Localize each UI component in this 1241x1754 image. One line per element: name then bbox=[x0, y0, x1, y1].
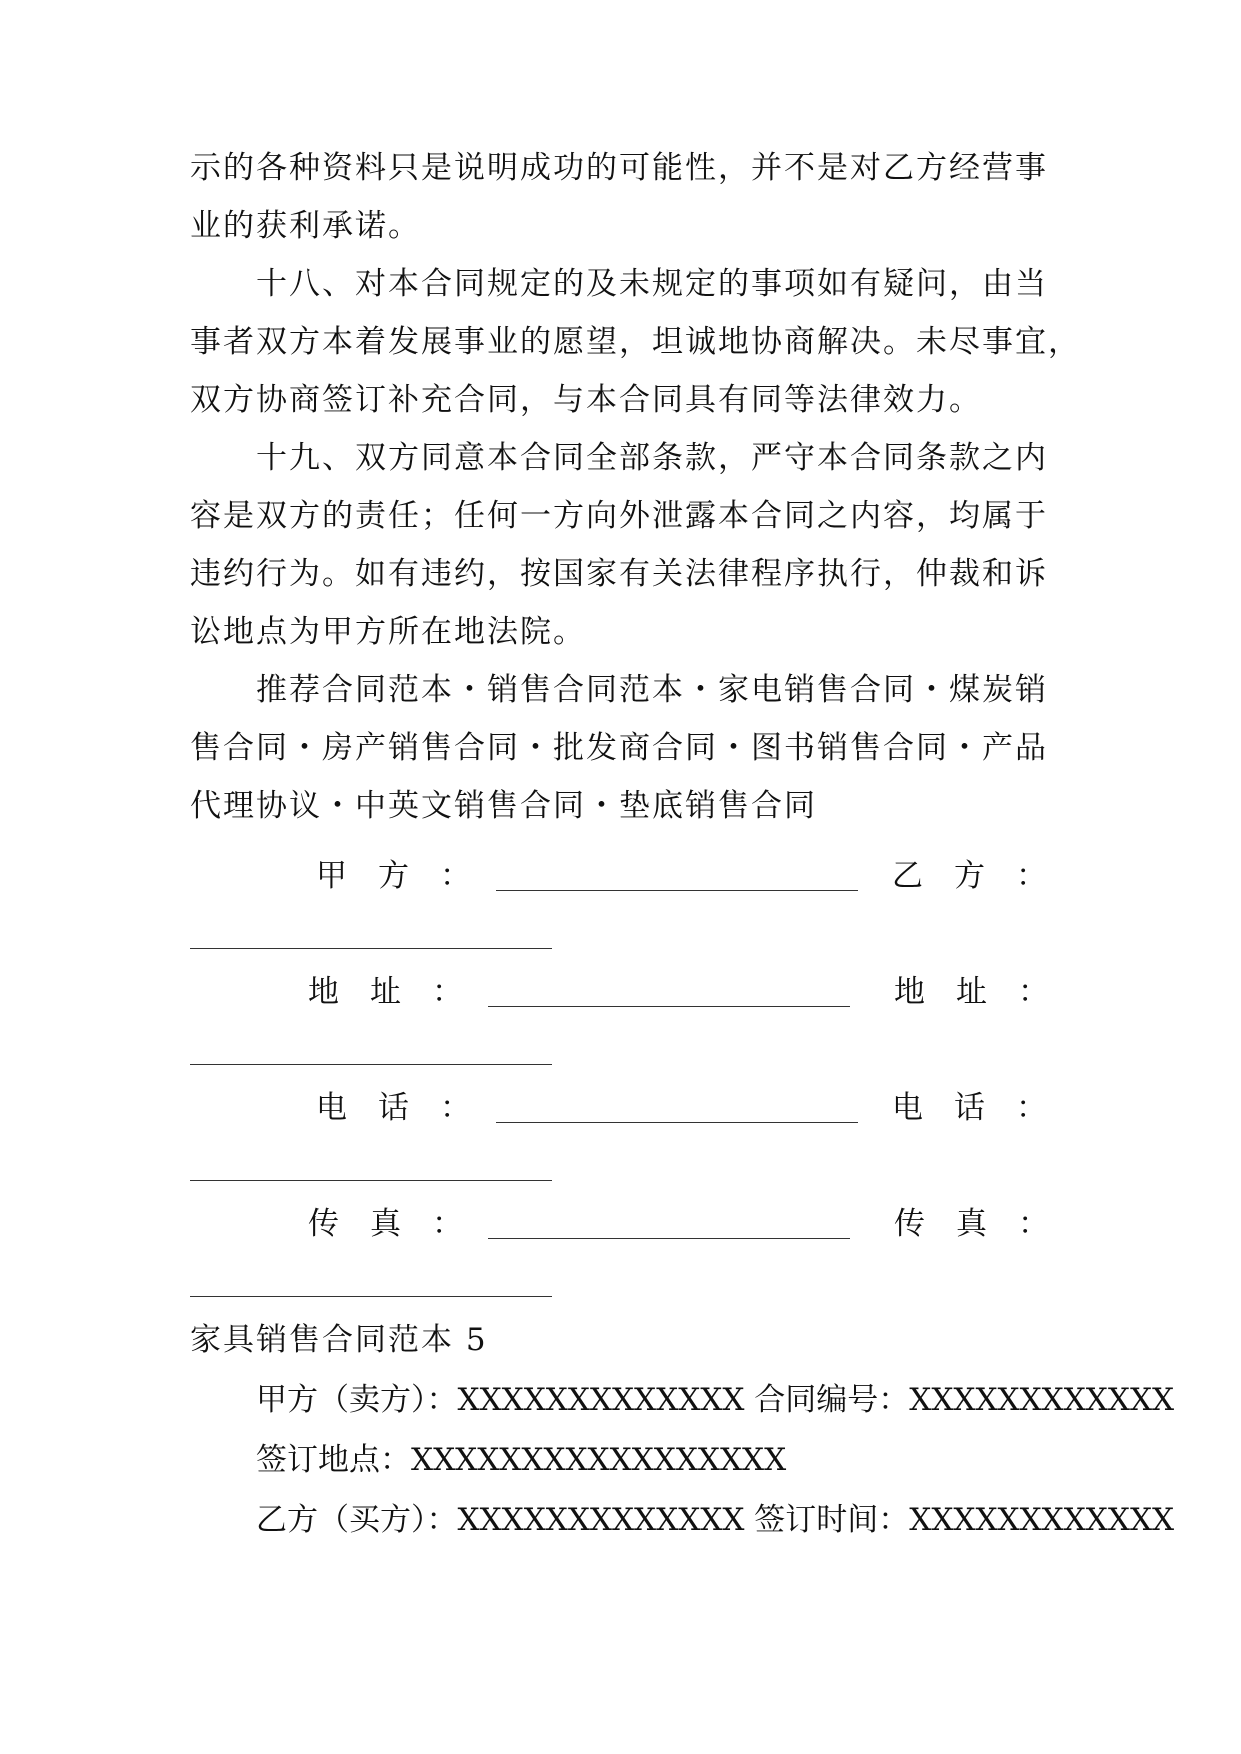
signature-row bbox=[190, 972, 1050, 1012]
fax-b-blank bbox=[190, 1296, 552, 1297]
body-line: 事者双方本着发展事业的愿望，坦诚地协商解决。未尽事宜， bbox=[190, 324, 1081, 360]
fax-a-label: 传 真 ： bbox=[308, 1206, 463, 1242]
signature-row bbox=[190, 1088, 1050, 1128]
signature-row bbox=[190, 1204, 1050, 1244]
body-line: 业的获利承诺。 bbox=[190, 208, 421, 244]
phone-b-label: 电 话 ： bbox=[892, 1090, 1047, 1126]
body-line: 双方协商签订补充合同，与本合同具有同等法律效力。 bbox=[190, 382, 982, 418]
address-b-label: 地 址 ： bbox=[894, 974, 1049, 1010]
party-b-blank bbox=[190, 948, 552, 949]
address-b-blank bbox=[190, 1064, 552, 1065]
recommended-links-line: 推荐合同范本・销售合同范本・家电销售合同・煤炭销 bbox=[256, 672, 1048, 708]
party-a-blank bbox=[496, 890, 858, 891]
seller-line: 甲方（卖方）：XXXXXXXXXXXXX 合同编号：XXXXXXXXXXXX bbox=[256, 1382, 1175, 1418]
address-a-label: 地 址 ： bbox=[308, 974, 463, 1010]
body-line: 容是双方的责任；任何一方向外泄露本合同之内容，均属于 bbox=[190, 498, 1048, 534]
clause-19-line: 十九、双方同意本合同全部条款，严守本合同条款之内 bbox=[256, 440, 1048, 476]
fax-a-blank bbox=[488, 1238, 850, 1239]
body-line: 讼地点为甲方所在地法院。 bbox=[190, 614, 586, 650]
recommended-links-line: 售合同・房产销售合同・批发商合同・图书销售合同・产品 bbox=[190, 730, 1048, 766]
signing-place-line: 签订地点：XXXXXXXXXXXXXXXXX bbox=[256, 1442, 787, 1478]
phone-a-blank bbox=[496, 1122, 858, 1123]
body-line: 示的各种资料只是说明成功的可能性，并不是对乙方经营事 bbox=[190, 150, 1048, 186]
fax-b-label: 传 真 ： bbox=[894, 1206, 1049, 1242]
party-b-label: 乙 方 ： bbox=[892, 858, 1047, 894]
buyer-line: 乙方（买方）：XXXXXXXXXXXXX 签订时间：XXXXXXXXXXXX bbox=[256, 1502, 1175, 1538]
phone-a-label: 电 话 ： bbox=[316, 1090, 471, 1126]
address-a-blank bbox=[488, 1006, 850, 1007]
recommended-links-line: 代理协议・中英文销售合同・垫底销售合同 bbox=[190, 788, 817, 824]
phone-b-blank bbox=[190, 1180, 552, 1181]
party-a-label: 甲 方 ： bbox=[316, 858, 471, 894]
section-title: 家具销售合同范本 5 bbox=[190, 1322, 488, 1358]
body-line: 违约行为。如有违约，按国家有关法律程序执行，仲裁和诉 bbox=[190, 556, 1048, 592]
clause-18-line: 十八、对本合同规定的及未规定的事项如有疑问，由当 bbox=[256, 266, 1048, 302]
signature-row bbox=[190, 856, 1050, 896]
